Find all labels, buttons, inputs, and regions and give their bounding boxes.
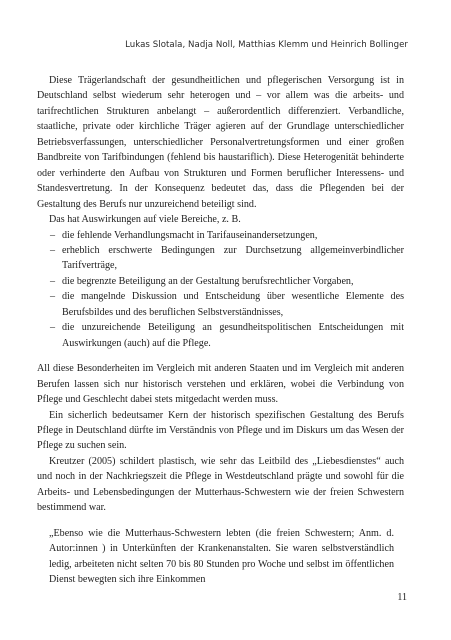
page-number: 11 <box>397 592 407 603</box>
paragraph-3: All diese Besonderheiten im Vergleich mit anderen Staaten und im Vergleich mit anderen Berufen lassen sich nur historisch verstehen und erklären, wobei die Verbindung von Pflege und Geschlecht dabei stets mitgedacht werden muss. <box>37 363 404 406</box>
paragraph-5: Kreutzer (2005) schildert plastisch, wie sehr das Leitbild des „Liebesdienstes“ auch und noch in der Nachkriegszeit die Pflege in Westdeutschland prägte und sowohl für die Arbeits- und Lebensbedingungen der Mutterhaus-Schwestern wie der freien Schwestern bestimmend war. <box>37 455 404 514</box>
list-item: – die unzureichende Beteiligung an gesundheitspolitischen Entscheidungen mit Auswirkungen (auch) auf die Pflege. <box>37 320 404 351</box>
list-item: – die begrenzte Beteiligung an der Gestaltung berufsrechtlicher Vorgaben, <box>37 274 404 289</box>
effects-list <box>37 228 404 352</box>
paragraph-4: Ein sicherlich bedeutsamer Kern der historisch spezifischen Gestaltung des Berufs Pflege in Deutschland dürfte im Verständnis von Pflege und im Diskurs um das Wesen der Pflege zu suchen sein. <box>37 409 404 452</box>
list-item: – die fehlende Verhandlungsmacht in Tarifauseinandersetzungen, <box>37 228 404 243</box>
list-item: – erheblich erschwerte Bedingungen zur Durchsetzung allgemeinverbindlicher Tarifverträge, <box>37 243 404 274</box>
block-quote: „Ebenso wie die Mutterhaus-Schwestern lebten (die freien Schwestern; Anm. d. Autor:innen ) in Unterkünften der Krankenanstalten. Sie waren selbstverständlich ledig, arbeiteten nicht selten 70 bis 80 Stunden pro Woche und selbst im öffentlichen Dienst bewegten sich ihre Einkommen <box>49 527 394 586</box>
list-item: – die mangelnde Diskussion und Entscheidung über wesentliche Elemente des Berufsbildes und des beruflichen Selbstverständnisses, <box>37 289 404 320</box>
paragraph-1: Diese Trägerlandschaft der gesundheitlichen und pflegerischen Versorgung ist in Deutschland selbst wiederum sehr heterogen und – vor allem was die arbeits- und tarifrechtlichen Strukturen anbelangt – außerordentlich differenziert. Verbandliche, staatliche, private oder kirchliche Träger agieren auf der Grundlage unterschiedlicher Betriebsverfassungen, unterschiedlicher Personalvertretungsformen und einer großen Bandbreite von Tarifbindungen (fehlend bis haustariflich). Diese Heterogenität behinderte oder verhinderte den Aufbau von Strukturen und Formen beruflicher Interessens- und Standesvertretung. In der Konsequenz bedeutet das, dass die Pflegenden bei der Gestaltung des Berufs nur unzureichend beteiligt sind. <box>37 75 404 210</box>
paragraph-2-intro: Das hat Auswirkungen auf viele Bereiche, z. B. <box>49 214 241 226</box>
body-text <box>37 73 404 588</box>
running-header: Lukas Slotala, Nadja Noll, Matthias Klemm und Heinrich Bollinger <box>125 40 408 50</box>
